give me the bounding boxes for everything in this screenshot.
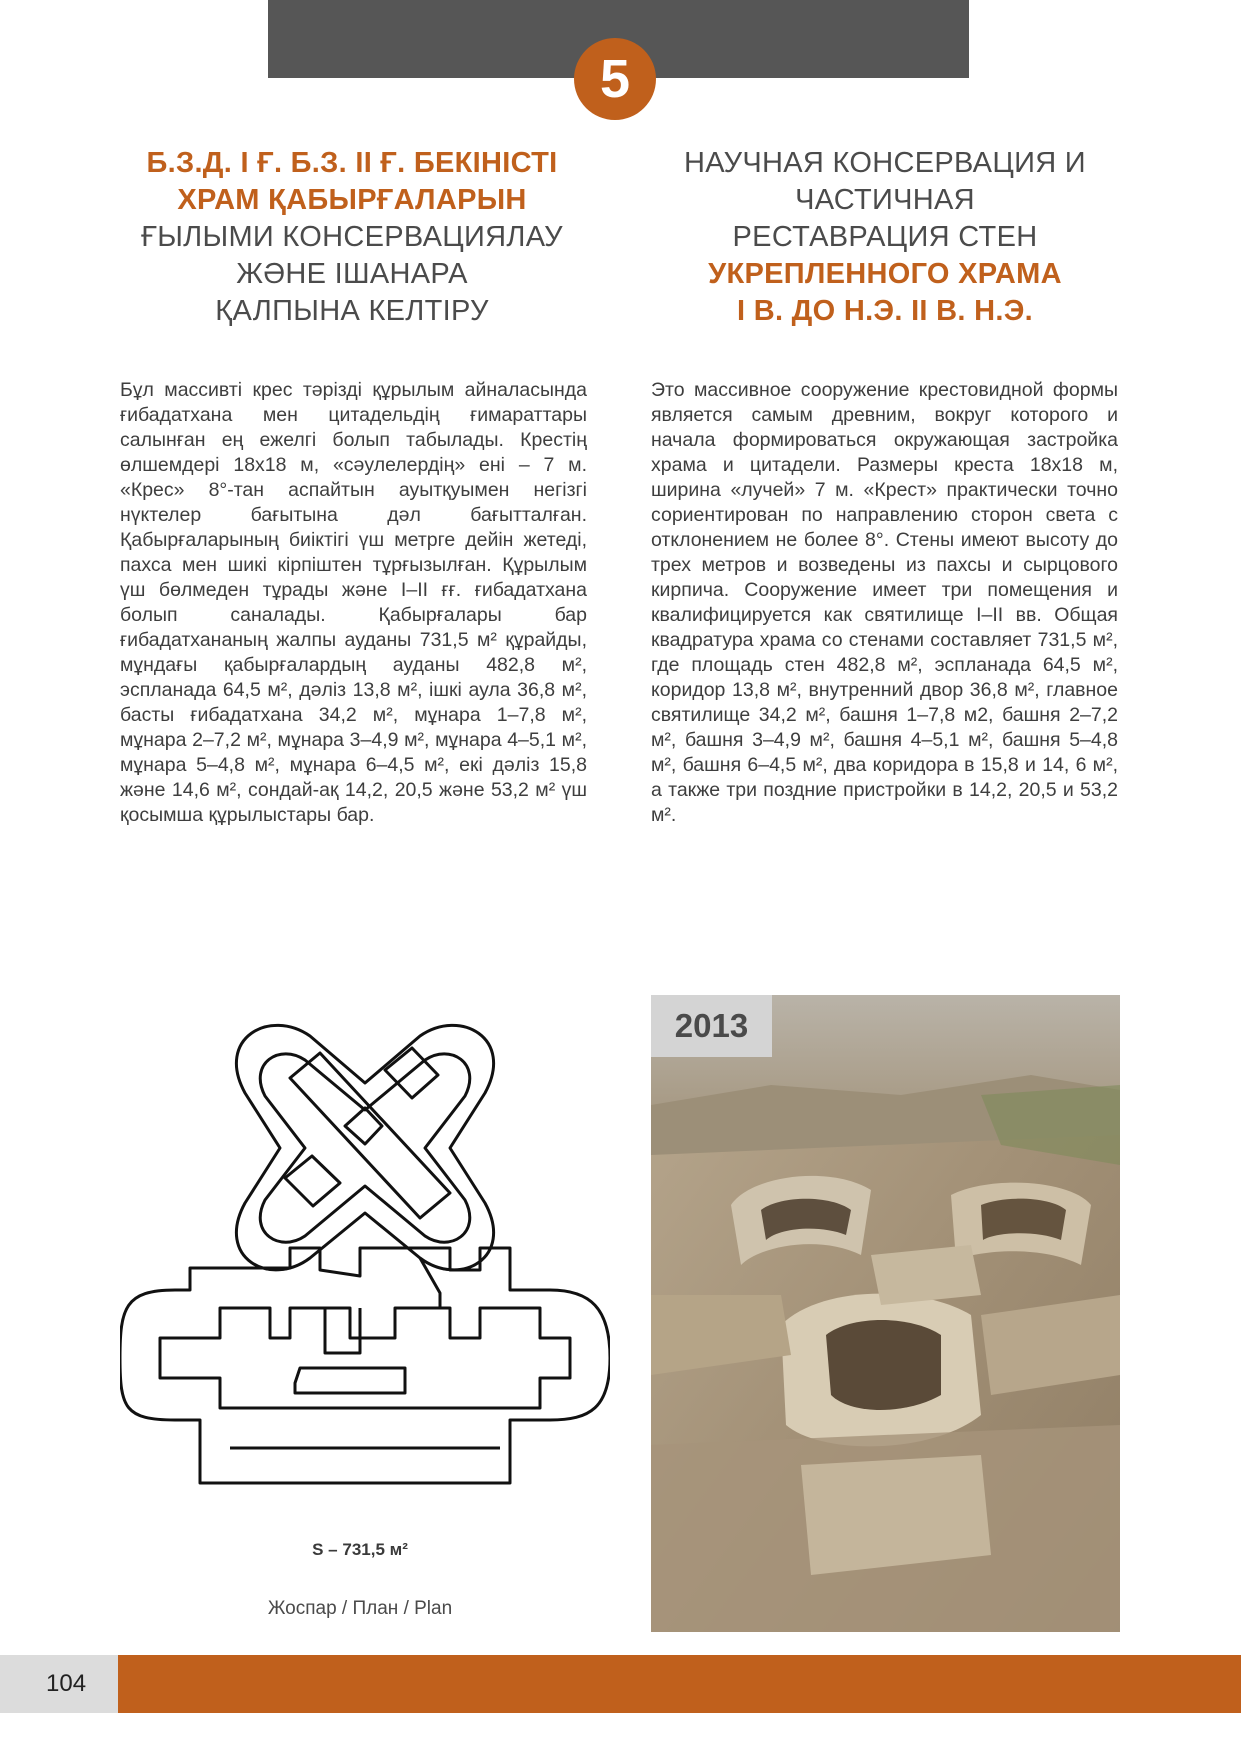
plan-area-label: S – 731,5 м²	[312, 1540, 408, 1559]
heading-kz-line-3: ҒЫЛЫМИ КОНСЕРВАЦИЯЛАУ	[141, 221, 563, 253]
footer-accent-bar	[118, 1655, 1241, 1713]
excavation-photo	[651, 995, 1120, 1632]
page-number: 104	[46, 1670, 87, 1697]
temple-floor-plan-drawing	[120, 1008, 610, 1528]
heading-ru-line-3: РЕСТАВРАЦИЯ СТЕН	[732, 221, 1038, 253]
heading-kz-line-5: ҚАЛПЫНА КЕЛТІРУ	[215, 295, 489, 327]
heading-kazakh	[117, 145, 587, 330]
heading-kz-line-4: ЖӘНЕ ІШАНАРА	[236, 258, 468, 290]
heading-russian	[650, 145, 1120, 330]
heading-kz-accent-line-2: ХРАМ ҚАБЫРҒАЛАРЫН	[177, 184, 527, 216]
photo-year-badge: 2013	[651, 995, 772, 1057]
body-text-kazakh: Бұл массивті крес тәрізді құрылым айналасында ғибадатхана мен цитадельдің ғимараттары салынған ең ежелгі болып табылады. Крестің өлшемдері 18х18 м, «сәулелердің» ені – 7 м. «Крес» 8°-тан аспайтын ауытқуымен негізгі нүктелер бағытына дәл бағытталған. Қабырғаларының биіктігі үш метрге дейін жетеді, пахса мен шикі кірпіштен тұрғызылған. Құрылым үш бөлмеден тұрады және І–ІІ ғғ. ғибадатхана болып саналады. Қабырғалары бар ғибадатхананың жалпы ауданы 731,5 м² құрайды, мұндағы қабырғалардың ауданы 482,8 м², эспланада 64,5 м², дәліз 13,8 м², ішкі аула 36,8 м², басты ғибадатхана 34,2 м², мұнара 1–7,8 м², мұнара 2–7,2 м², мұнара 3–4,9 м², мұнара 4–5,1 м², мұнара 5–4,8 м², мұнара 6–4,5 м², екі дәліз 15,8 және 14,6 м², сондай-ақ 14,2, 20,5 және 53,2 м² үш қосымша құрылыстары бар.	[120, 379, 587, 826]
heading-ru-line-1: НАУЧНАЯ КОНСЕРВАЦИЯ И	[684, 147, 1086, 179]
chapter-number-badge: 5	[574, 38, 656, 120]
heading-ru-accent-line-5: І В. ДО Н.Э. ІІ В. Н.Э.	[736, 295, 1033, 327]
plan-caption: Жоспар / План / Plan	[267, 1598, 453, 1619]
body-text-russian: Это массивное сооружение крестовидной формы является самым древним, вокруг которого и начала формироваться окружающая застройка храма и цитадели. Размеры креста 18х18 м, ширина «лучей» 7 м. «Крест» практически точно сориентирован по направлению сторон света с отклонением не более 8°. Стены имеют высоту до трех метров и возведены из пахсы и сырцового кирпича. Сооружение имеет три помещения и квалифицируется как святилище І–ІІ вв. Общая квадратура храма со стенами составляет 731,5 м², где площадь стен 482,8 м², эспланада 64,5 м², коридор 13,8 м², внутренний двор 36,8 м², главное святилище 34,2 м², башня 1–7,8 м2, башня 2–7,2 м², башня 3–4,9 м², башня 4–5,1 м², башня 5–4,8 м², башня 6–4,5 м², два коридора в 15,8 и 14, 6 м², а также три поздние пристройки в 14,2, 20,5 и 53,2 м².	[651, 379, 1118, 826]
heading-kz-accent-line-1: Б.З.Д. І Ғ. Б.З. ІІ Ғ. БЕКІНІСТІ	[146, 147, 558, 179]
heading-ru-line-2: ЧАСТИЧНАЯ	[795, 184, 975, 216]
heading-ru-accent-line-4: УКРЕПЛЕННОГО ХРАМА	[708, 258, 1062, 290]
